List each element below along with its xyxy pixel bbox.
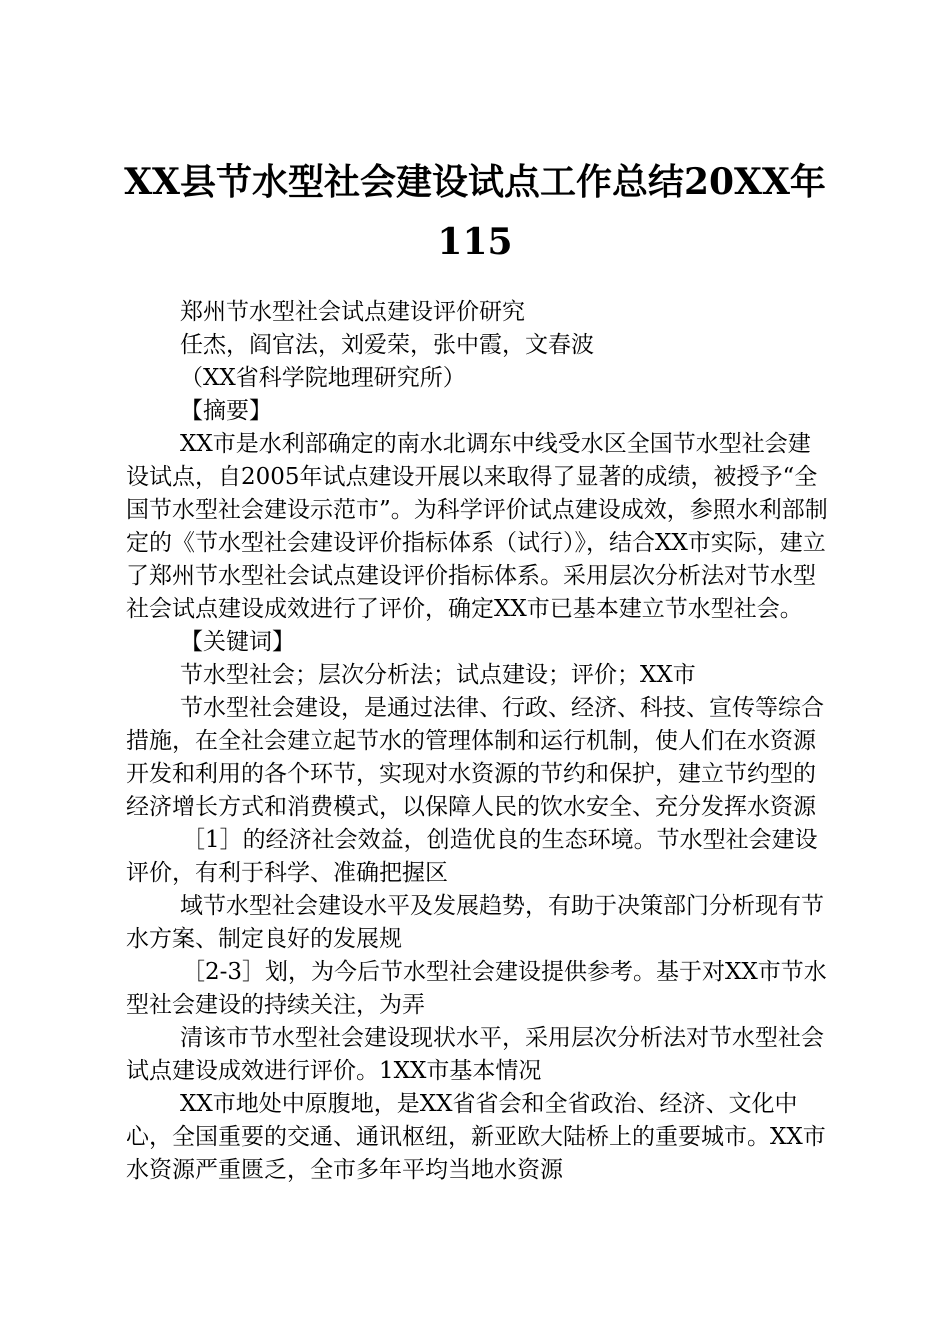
document-body	[126, 296, 830, 1187]
paper-title: 郑州节水型社会试点建设评价研究	[180, 299, 525, 325]
document-title-line-2: 115	[437, 221, 513, 263]
body-paragraph: XX市地处中原腹地，是XX省省会和全省政治、经济、文化中心，全国重要的交通、通讯枢纽，新亚欧大陆桥上的重要城市。XX市水资源严重匮乏，全市多年平均当地水资源	[126, 1091, 826, 1183]
authors: 任杰，阎官法，刘爱荣，张中霞，文春波	[180, 332, 594, 358]
keywords-text: 节水型社会；层次分析法；试点建设；评价；XX市	[180, 662, 696, 688]
affiliation: （XX省科学院地理研究所）	[180, 365, 466, 391]
body-paragraph: 节水型社会建设，是通过法律、行政、经济、科技、宣传等综合措施，在全社会建立起节水的管理体制和运行机制，使人们在水资源开发和利用的各个环节，实现对水资源的节约和保护，建立节约型的经济增长方式和消费模式，以保障人民的饮水安全、充分发挥水资源	[126, 695, 824, 820]
body-paragraph: ［2-3］划，为今后节水型社会建设提供参考。基于对XX市节水型社会建设的持续关注，为弄	[126, 959, 827, 1018]
abstract-text: XX市是水利部确定的南水北调东中线受水区全国节水型社会建设试点，自2005年试点建设开展以来取得了显著的成绩，被授予“全国节水型社会建设示范市”。为科学评价试点建设成效，参照水利部制定的《节水型社会建设评价指标体系（试行）》，结合XX市实际，建立了郑州节水型社会试点建设评价指标体系。采用层次分析法对节水型社会试点建设成效进行了评价，确定XX市已基本建立节水型社会。	[126, 431, 828, 622]
body-paragraph: 清该市节水型社会建设现状水平，采用层次分析法对节水型社会试点建设成效进行评价。1XX市基本情况	[126, 1025, 824, 1084]
document-title-line-1: XX县节水型社会建设试点工作总结20XX年	[124, 161, 826, 203]
keywords-heading: 【关键词】	[180, 629, 295, 655]
body-paragraph: 域节水型社会建设水平及发展趋势，有助于决策部门分析现有节水方案、制定良好的发展规	[126, 893, 824, 952]
abstract-heading: 【摘要】	[180, 398, 272, 424]
body-paragraph: ［1］的经济社会效益，创造优良的生态环境。节水型社会建设评价，有利于科学、准确把握区	[126, 827, 818, 886]
